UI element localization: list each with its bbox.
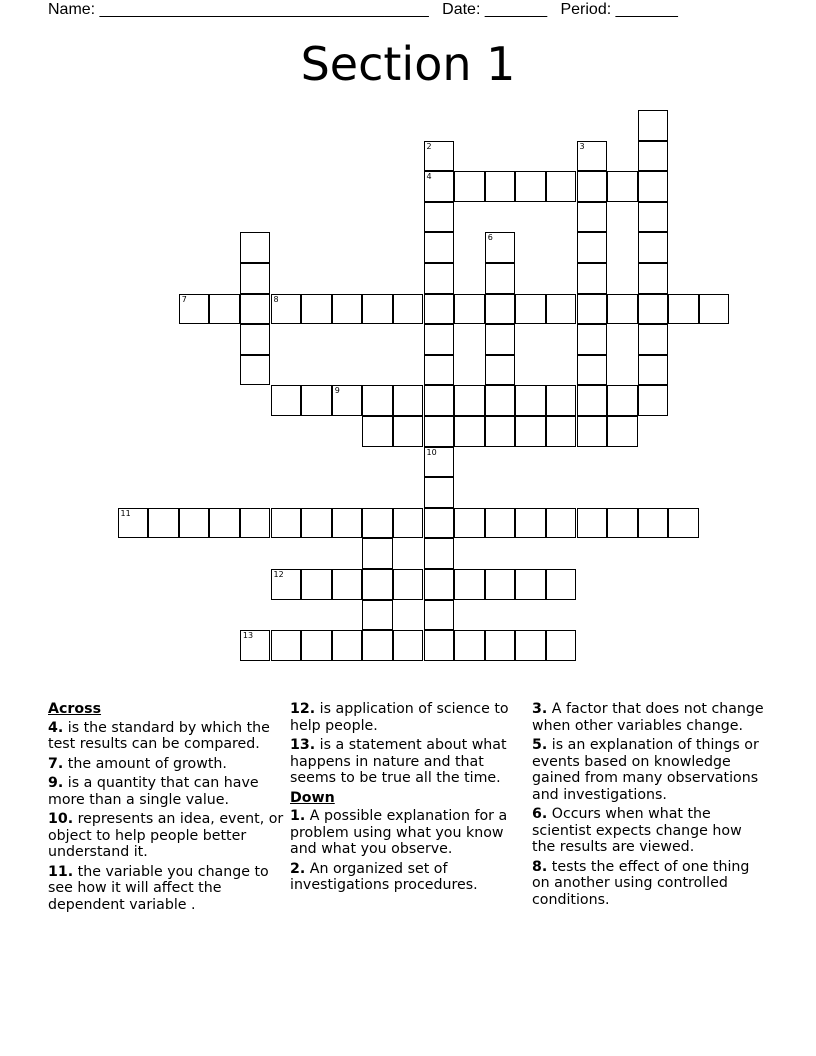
grid-cell[interactable] bbox=[515, 385, 546, 416]
grid-cell[interactable] bbox=[454, 416, 485, 447]
clue-text: A possible explanation for a problem using what you know and what you observe. bbox=[290, 808, 508, 857]
grid-cell[interactable] bbox=[271, 630, 302, 661]
grid-cell[interactable] bbox=[577, 324, 608, 355]
grid-cell[interactable] bbox=[485, 355, 516, 386]
grid-cell[interactable] bbox=[332, 294, 363, 325]
grid-cell[interactable] bbox=[607, 508, 638, 539]
clue bbox=[532, 737, 768, 803]
clue bbox=[532, 859, 768, 909]
grid-cell[interactable] bbox=[485, 416, 516, 447]
grid-cell[interactable] bbox=[332, 508, 363, 539]
grid-cell[interactable] bbox=[332, 385, 363, 416]
grid-cell[interactable] bbox=[485, 569, 516, 600]
grid-cell[interactable] bbox=[424, 508, 455, 539]
clue-text: is application of science to help people. bbox=[290, 701, 509, 734]
grid-cell[interactable] bbox=[393, 294, 424, 325]
grid-cell[interactable] bbox=[638, 202, 669, 233]
grid-cell[interactable] bbox=[454, 294, 485, 325]
grid-cell[interactable] bbox=[424, 141, 455, 172]
grid-cell[interactable] bbox=[393, 630, 424, 661]
grid-cell[interactable] bbox=[638, 385, 669, 416]
grid-cell[interactable] bbox=[240, 263, 271, 294]
clue-number: 13. bbox=[290, 737, 316, 753]
grid-cell[interactable] bbox=[118, 508, 149, 539]
clue bbox=[532, 806, 768, 856]
clue-number-label: 13 bbox=[242, 631, 254, 641]
grid-cell[interactable] bbox=[515, 416, 546, 447]
clue-text: A factor that does not change when other variables change. bbox=[532, 701, 764, 734]
grid-cell[interactable] bbox=[515, 630, 546, 661]
grid-cell[interactable] bbox=[301, 630, 332, 661]
down-heading: Down bbox=[290, 789, 335, 806]
clue bbox=[48, 811, 284, 861]
grid-cell[interactable] bbox=[424, 630, 455, 661]
grid-cell[interactable] bbox=[301, 508, 332, 539]
grid-cell[interactable] bbox=[485, 508, 516, 539]
clue-text: is a quantity that can have more than a single value. bbox=[48, 775, 259, 808]
grid-cell[interactable] bbox=[332, 569, 363, 600]
grid-cell[interactable] bbox=[546, 385, 577, 416]
grid-cell[interactable] bbox=[515, 294, 546, 325]
grid-cell[interactable] bbox=[362, 630, 393, 661]
clue-text: the variable you change to see how it will affect the dependent variable . bbox=[48, 863, 269, 913]
clue bbox=[290, 701, 522, 734]
grid-cell[interactable] bbox=[454, 385, 485, 416]
grid-cell[interactable] bbox=[485, 630, 516, 661]
grid-cell[interactable] bbox=[577, 416, 608, 447]
grid-cell[interactable] bbox=[638, 141, 669, 172]
clue-number: 4. bbox=[48, 719, 64, 736]
clue-number: 8. bbox=[532, 858, 548, 875]
grid-cell[interactable] bbox=[546, 569, 577, 600]
grid-cell[interactable] bbox=[240, 630, 271, 661]
grid-cell[interactable] bbox=[577, 141, 608, 172]
grid-cell[interactable] bbox=[546, 171, 577, 202]
grid-cell[interactable] bbox=[362, 385, 393, 416]
clue-number: 12. bbox=[290, 701, 316, 717]
grid-cell[interactable] bbox=[638, 171, 669, 202]
grid-cell[interactable] bbox=[546, 416, 577, 447]
clues-column-2 bbox=[290, 701, 522, 897]
clue bbox=[48, 864, 284, 914]
grid-cell[interactable] bbox=[424, 538, 455, 569]
grid-cell[interactable] bbox=[240, 508, 271, 539]
grid-cell[interactable] bbox=[607, 171, 638, 202]
student-info-line: Name: _____________________________________ Date: _______ Period: _______ bbox=[48, 1, 678, 18]
grid-cell[interactable] bbox=[577, 294, 608, 325]
grid-cell[interactable] bbox=[393, 416, 424, 447]
grid-cell[interactable] bbox=[362, 538, 393, 569]
grid-cell[interactable] bbox=[209, 294, 240, 325]
clue-text: is the standard by which the test results can be compared. bbox=[48, 719, 270, 752]
clue-number: 5. bbox=[532, 737, 548, 753]
clue-number-label: 6 bbox=[487, 233, 493, 243]
grid-cell[interactable] bbox=[454, 569, 485, 600]
grid-cell[interactable] bbox=[638, 355, 669, 386]
clue bbox=[532, 701, 768, 734]
down-clue-list-continued bbox=[532, 701, 768, 908]
grid-cell[interactable] bbox=[424, 355, 455, 386]
grid-cell[interactable] bbox=[638, 232, 669, 263]
clue bbox=[290, 808, 522, 858]
grid-cell[interactable] bbox=[485, 324, 516, 355]
grid-cell[interactable] bbox=[638, 508, 669, 539]
clue-number-label: 2 bbox=[426, 141, 432, 151]
grid-cell[interactable] bbox=[424, 416, 455, 447]
grid-cell[interactable] bbox=[577, 171, 608, 202]
clue-number: 1. bbox=[290, 808, 306, 824]
grid-cell[interactable] bbox=[515, 171, 546, 202]
grid-cell[interactable] bbox=[577, 232, 608, 263]
grid-cell[interactable] bbox=[668, 294, 699, 325]
grid-cell[interactable] bbox=[301, 294, 332, 325]
grid-cell[interactable] bbox=[454, 508, 485, 539]
clue-number-label: 12 bbox=[273, 570, 284, 579]
grid-cell[interactable] bbox=[148, 508, 179, 539]
grid-cell[interactable] bbox=[393, 508, 424, 539]
grid-cell[interactable] bbox=[485, 171, 516, 202]
clue-number-label: 4 bbox=[426, 172, 432, 182]
grid-cell[interactable] bbox=[393, 385, 424, 416]
grid-cell[interactable] bbox=[668, 508, 699, 539]
grid-cell[interactable] bbox=[577, 202, 608, 233]
clues-column-1 bbox=[48, 701, 284, 916]
grid-cell[interactable] bbox=[424, 171, 455, 202]
clue-number: 3. bbox=[532, 701, 548, 717]
grid-cell[interactable] bbox=[424, 477, 455, 508]
grid-cell[interactable] bbox=[362, 416, 393, 447]
grid-cell[interactable] bbox=[209, 508, 240, 539]
grid-cell[interactable] bbox=[271, 385, 302, 416]
grid-cell[interactable] bbox=[546, 630, 577, 661]
grid-cell[interactable] bbox=[485, 232, 516, 263]
grid-cell[interactable] bbox=[607, 416, 638, 447]
grid-cell[interactable] bbox=[271, 508, 302, 539]
grid-cell[interactable] bbox=[332, 630, 363, 661]
grid-cell[interactable] bbox=[362, 569, 393, 600]
clue-text: is an explanation of things or events based on knowledge gained from many observations and investigations. bbox=[532, 737, 759, 803]
grid-cell[interactable] bbox=[271, 294, 302, 325]
grid-cell[interactable] bbox=[638, 294, 669, 325]
grid-cell[interactable] bbox=[301, 385, 332, 416]
clue-number: 6. bbox=[532, 806, 548, 822]
across-clue-list bbox=[48, 720, 284, 914]
grid-cell[interactable] bbox=[424, 324, 455, 355]
grid-cell[interactable] bbox=[515, 508, 546, 539]
grid-cell[interactable] bbox=[515, 569, 546, 600]
grid-cell[interactable] bbox=[424, 600, 455, 631]
grid-cell[interactable] bbox=[638, 324, 669, 355]
across-clue-list-continued bbox=[290, 701, 522, 787]
clue-number: 11. bbox=[48, 863, 74, 880]
clue-text: Occurs when what the scientist expects change how the results are viewed. bbox=[532, 806, 742, 855]
across-heading: Across bbox=[48, 701, 102, 717]
grid-cell[interactable] bbox=[424, 294, 455, 325]
grid-cell[interactable] bbox=[301, 569, 332, 600]
clue-number-label: 8 bbox=[273, 294, 279, 304]
clue-text: is a statement about what happens in nature and that seems to be true all the time. bbox=[290, 737, 507, 786]
grid-cell[interactable] bbox=[485, 263, 516, 294]
grid-cell[interactable] bbox=[607, 294, 638, 325]
clue bbox=[48, 720, 284, 753]
grid-cell[interactable] bbox=[424, 232, 455, 263]
clue-text: the amount of growth. bbox=[63, 755, 227, 772]
clue-text: tests the effect of one thing on another using controlled conditions. bbox=[532, 858, 750, 908]
down-clue-list bbox=[290, 808, 522, 894]
clue-number: 7. bbox=[48, 755, 64, 772]
clue bbox=[290, 737, 522, 787]
grid-cell[interactable] bbox=[577, 355, 608, 386]
grid-cell[interactable] bbox=[638, 263, 669, 294]
grid-cell[interactable] bbox=[179, 294, 210, 325]
grid-cell[interactable] bbox=[577, 385, 608, 416]
grid-cell[interactable] bbox=[424, 202, 455, 233]
grid-cell[interactable] bbox=[546, 508, 577, 539]
grid-cell[interactable] bbox=[271, 569, 302, 600]
grid-cell[interactable] bbox=[362, 600, 393, 631]
grid-cell[interactable] bbox=[546, 294, 577, 325]
grid-cell[interactable] bbox=[362, 508, 393, 539]
grid-cell[interactable] bbox=[424, 447, 455, 478]
clue-text: An organized set of investigations procedures. bbox=[290, 860, 478, 893]
clue-number: 2. bbox=[290, 860, 306, 877]
grid-cell[interactable] bbox=[362, 294, 393, 325]
grid-cell[interactable] bbox=[424, 569, 455, 600]
page-title: Section 1 bbox=[300, 37, 516, 91]
clue-number-label: 7 bbox=[181, 294, 187, 304]
clue-number: 9. bbox=[48, 775, 64, 791]
clue-number-label: 11 bbox=[120, 508, 131, 518]
grid-cell[interactable] bbox=[454, 171, 485, 202]
grid-cell[interactable] bbox=[424, 263, 455, 294]
grid-cell[interactable] bbox=[240, 355, 271, 386]
clue-number-label: 9 bbox=[334, 386, 340, 396]
clue bbox=[290, 861, 522, 894]
grid-cell[interactable] bbox=[240, 324, 271, 355]
grid-cell[interactable] bbox=[179, 508, 210, 539]
grid-cell[interactable] bbox=[485, 294, 516, 325]
clue bbox=[48, 756, 284, 773]
grid-cell[interactable] bbox=[577, 508, 608, 539]
clue-number-label: 3 bbox=[579, 141, 585, 151]
clue bbox=[48, 775, 284, 808]
grid-cell[interactable] bbox=[240, 294, 271, 325]
grid-cell[interactable] bbox=[485, 385, 516, 416]
grid-cell[interactable] bbox=[638, 110, 669, 141]
grid-cell[interactable] bbox=[577, 263, 608, 294]
grid-cell[interactable] bbox=[699, 294, 730, 325]
clue-number-label: 10 bbox=[426, 447, 437, 457]
clue-number: 10. bbox=[48, 811, 74, 827]
clue-text: represents an idea, event, or object to help people better understand it. bbox=[48, 811, 284, 860]
grid-cell[interactable] bbox=[240, 232, 271, 263]
grid-cell[interactable] bbox=[424, 385, 455, 416]
grid-cell[interactable] bbox=[393, 569, 424, 600]
grid-cell[interactable] bbox=[454, 630, 485, 661]
clues-column-3 bbox=[532, 701, 768, 911]
grid-cell[interactable] bbox=[607, 385, 638, 416]
